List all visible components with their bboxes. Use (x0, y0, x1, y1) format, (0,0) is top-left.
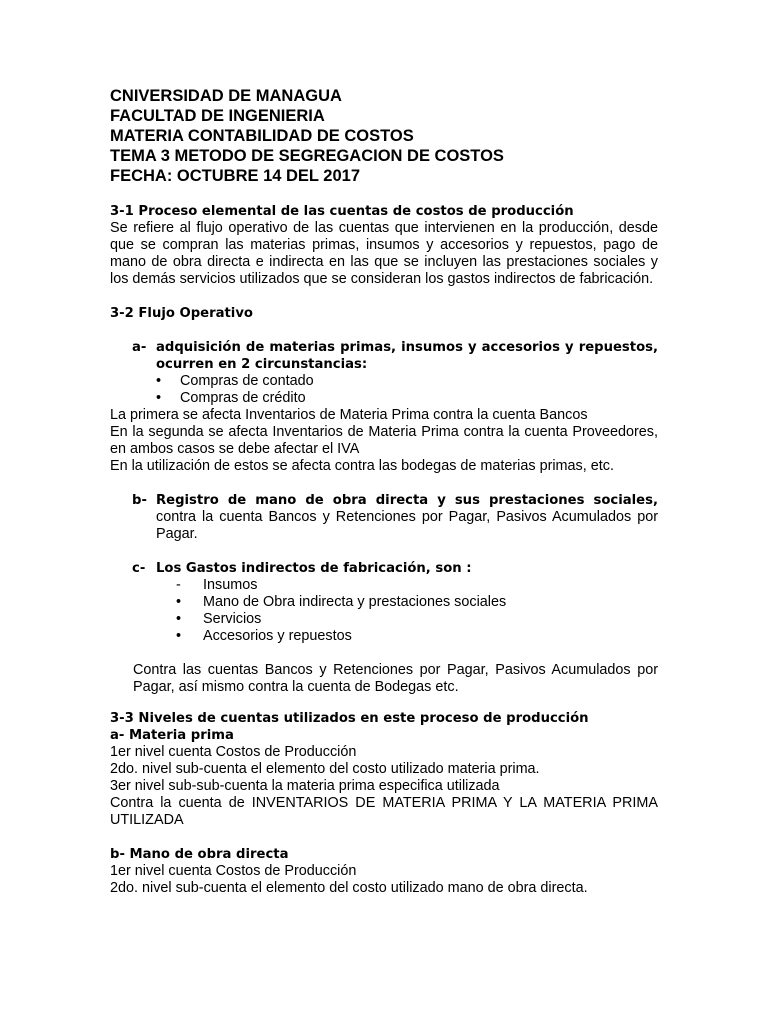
subsection-b-heading: b- Mano de obra directa (110, 847, 289, 862)
flow-item-c (110, 560, 658, 577)
dash-icon: - (176, 577, 181, 593)
list-item: • Mano de Obra indirecta y prestaciones sociales (176, 594, 507, 610)
bullet-icon: • (156, 373, 162, 389)
indirect-costs-list (110, 577, 658, 645)
document-page (110, 86, 658, 897)
purchase-types-list (110, 373, 658, 407)
bullet-icon: • (176, 611, 182, 627)
paragraph-counter-accounts: Contra las cuentas Bancos y Retenciones por Pagar, Pasivos Acumulados por Pagar, así mismo contra la cuenta de Bodegas etc. (133, 662, 658, 695)
item-a-marker: a- (132, 340, 147, 355)
item-c-marker: c- (132, 561, 146, 576)
subsection-a-heading: a- Materia prima (110, 728, 234, 743)
course-name: MATERIA CONTABILIDAD DE COSTOS (110, 127, 414, 145)
list-item: • Accesorios y repuestos (176, 628, 352, 644)
document-header (110, 86, 658, 186)
flow-item-b (110, 492, 658, 543)
section-3-2-heading: 3-2 Flujo Operativo (110, 306, 253, 321)
list-item: • Compras de crédito (156, 390, 306, 406)
section-3-1-heading: 3-1 Proceso elemental de las cuentas de costos de producción (110, 204, 574, 219)
item-b-marker: b- (132, 493, 147, 508)
bullet-icon: • (156, 390, 162, 406)
paragraph-first-case: La primera se afecta Inventarios de Materia Prima contra la cuenta Bancos (110, 407, 588, 423)
list-item: • Servicios (176, 611, 262, 627)
item-b-text: contra la cuenta Bancos y Retenciones por Pagar, Pasivos Acumulados por Pagar. (156, 509, 658, 542)
bullet-icon: • (176, 594, 182, 610)
level-line: 1er nivel cuenta Costos de Producción (110, 863, 357, 879)
item-a-lead: adquisición de materias primas, insumos y accesorios y repuestos, ocurren en 2 circunstancias: (156, 340, 658, 372)
level-line: 2do. nivel sub-cuenta el elemento del costo utilizado materia prima. (110, 761, 540, 777)
list-item: - Insumos (176, 577, 258, 593)
paragraph-inventory-contra: Contra la cuenta de INVENTARIOS DE MATERIA PRIMA Y LA MATERIA PRIMA UTILIZADA (110, 795, 658, 828)
item-c-lead: Los Gastos indirectos de fabricación, son : (156, 561, 472, 576)
item-b-lead: Registro de mano de obra directa y sus prestaciones sociales, (156, 493, 658, 508)
level-line: 3er nivel sub-sub-cuenta la materia prima especifica utilizada (110, 778, 500, 794)
university-name: CNIVERSIDAD DE MANAGUA (110, 87, 342, 105)
topic-title: TEMA 3 METODO DE SEGREGACION DE COSTOS (110, 147, 504, 165)
paragraph-usage: En la utilización de estos se afecta contra las bodegas de materias primas, etc. (110, 458, 614, 474)
section-3-3-heading: 3-3 Niveles de cuentas utilizados en este proceso de producción (110, 711, 589, 726)
level-line: 1er nivel cuenta Costos de Producción (110, 744, 357, 760)
section-3-1-body: Se refiere al flujo operativo de las cuentas que intervienen en la producción, desde que se compran las materias primas, insumos y accesorios y repuestos, pago de mano de obra directa e indirecta en las que se incluyen las prestaciones sociales y los demás servicios utilizados que se consideran los gastos indirectos de fabricación. (110, 220, 658, 287)
level-line: 2do. nivel sub-cuenta el elemento del costo utilizado mano de obra directa. (110, 880, 588, 896)
flow-item-a (110, 339, 658, 373)
faculty-name: FACULTAD DE INGENIERIA (110, 107, 325, 125)
paragraph-second-case: En la segunda se afecta Inventarios de Materia Prima contra la cuenta Proveedores, en ambos casos se debe afectar el IVA (110, 424, 658, 457)
document-date: FECHA: OCTUBRE 14 DEL 2017 (110, 167, 361, 185)
list-item: • Compras de contado (156, 373, 314, 389)
bullet-icon: • (176, 628, 182, 644)
